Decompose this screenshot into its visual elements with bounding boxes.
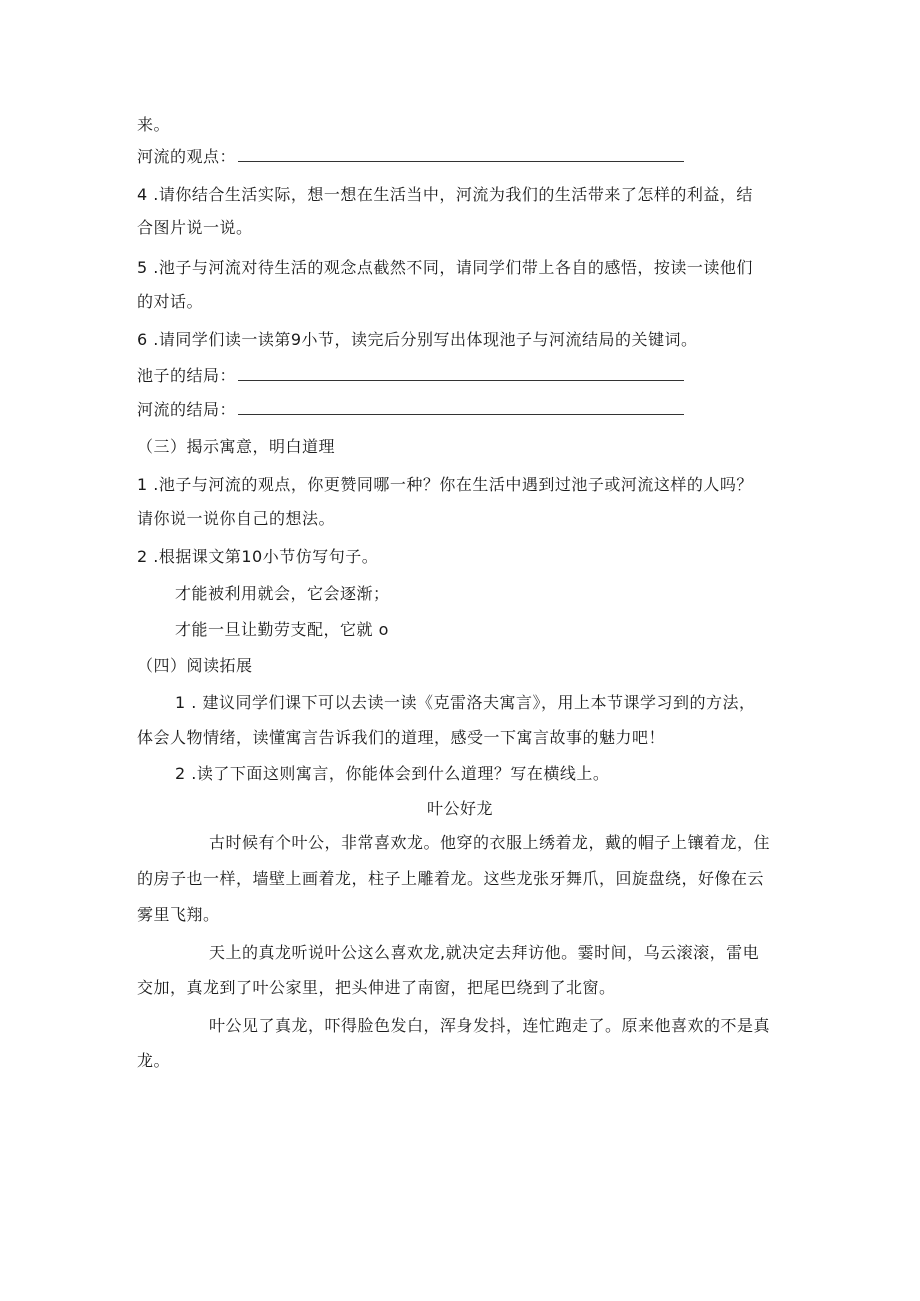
- imitation-sentence-1: 才能被利用就会，它会逐渐；: [175, 584, 390, 603]
- fable-paragraph: 的房子也一样，墙壁上画着龙，柱子上雕着龙。这些龙张牙舞爪，回旋盘绕，好像在云: [137, 869, 765, 888]
- question-4-line2: 合图片说一说。: [137, 218, 253, 237]
- fable-paragraph: 雾里飞翔。: [137, 905, 220, 924]
- section-heading-3: （三）揭示寓意，明白道理: [137, 437, 336, 456]
- fable-title: 叶公好龙: [426, 799, 493, 818]
- question-4-2: 2 .读了下面这则寓言，你能体会到什么道理？写在横线上。: [175, 764, 610, 783]
- question-5-line1: 5 .池子与河流对待生活的观念点截然不同，请同学们带上各自的感悟，按读一读他们: [137, 258, 753, 277]
- answer-blank[interactable]: [238, 400, 684, 415]
- question-5-line2: 的对话。: [137, 292, 204, 311]
- answer-blank[interactable]: [238, 147, 684, 162]
- question-4-line1: 4 .请你结合生活实际，想一想在生活当中，河流为我们的生活带来了怎样的利益，结: [137, 185, 753, 204]
- question-4-1-line2: 体会人物情绪，读懂寓言告诉我们的道理，感受一下寓言故事的魅力吧！: [137, 728, 666, 747]
- river-viewpoint-row: [137, 146, 684, 168]
- question-6: 6 .请同学们读一读第9小节，读完后分别写出体现池子与河流结局的关键词。: [137, 330, 698, 349]
- river-ending-row: [137, 399, 684, 421]
- pond-ending-label: 池子的结局：: [137, 366, 237, 385]
- question-4-1-line1: 1 . 建议同学们课下可以去读一读《克雷洛夫寓言》，用上本节课学习到的方法，: [175, 693, 756, 712]
- river-ending-label: 河流的结局：: [137, 400, 237, 419]
- question-3-1-line2: 请你说一说你自己的想法。: [137, 509, 336, 528]
- text-line: 来。: [137, 115, 171, 134]
- imitation-sentence-2: 才能一旦让勤劳支配，它就 o: [175, 620, 389, 639]
- fable-paragraph: 叶公见了真龙，吓得脸色发白，浑身发抖，连忙跑走了。原来他喜欢的不是真: [209, 1016, 771, 1035]
- question-3-1-line1: 1 .池子与河流的观点，你更赞同哪一种？你在生活中遇到过池子或河流这样的人吗？: [137, 475, 753, 494]
- fable-paragraph: 古时候有个叶公，非常喜欢龙。他穿的衣服上绣着龙，戴的帽子上镶着龙，住: [209, 833, 771, 852]
- pond-ending-row: [137, 365, 684, 387]
- fable-paragraph: 天上的真龙听说叶公这么喜欢龙,就决定去拜访他。霎时间，乌云滚滚，雷电: [209, 943, 760, 962]
- river-viewpoint-label: 河流的观点：: [137, 147, 237, 166]
- section-heading-4: （四）阅读拓展: [137, 656, 253, 675]
- fable-paragraph: 龙。: [137, 1051, 171, 1070]
- question-3-2: 2 .根据课文第10小节仿写句子。: [137, 547, 379, 566]
- answer-blank[interactable]: [238, 366, 684, 381]
- fable-paragraph: 交加，真龙到了叶公家里，把头伸进了南窗，把尾巴绕到了北窗。: [137, 978, 616, 997]
